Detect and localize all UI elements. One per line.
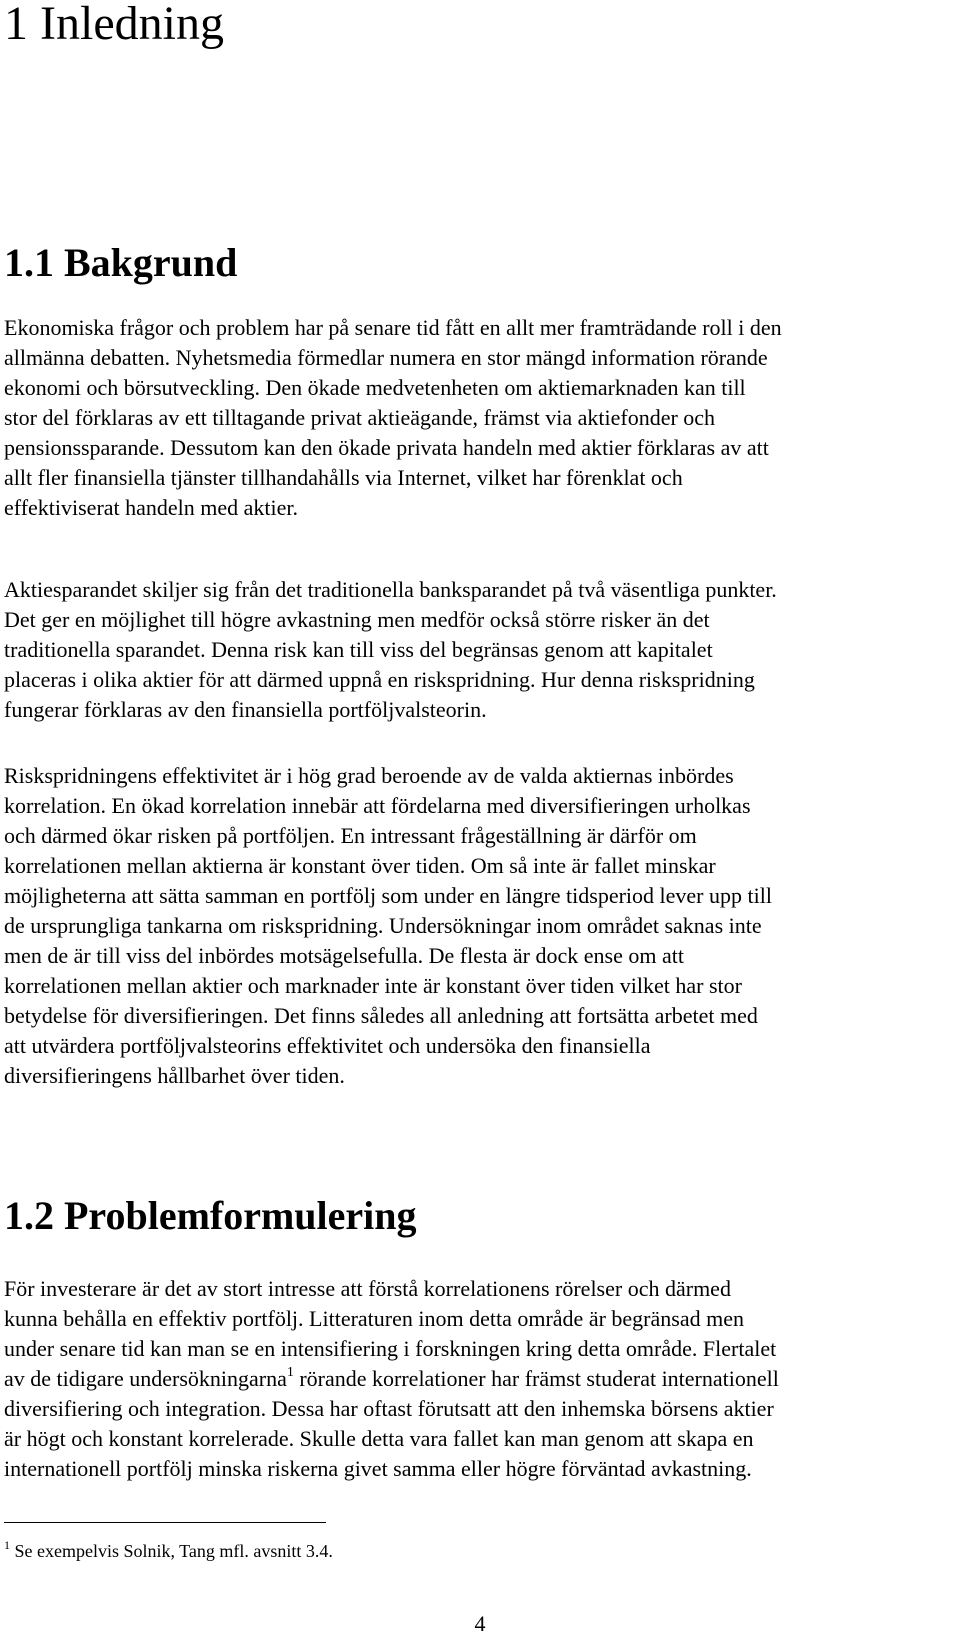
footnote-text: Se exempelvis Solnik, Tang mfl. avsnitt 3.4.	[10, 1541, 333, 1561]
text-line: pensionssparande. Dessutom kan den ökade privata handeln med aktier förklaras av att	[4, 435, 769, 460]
text-line: korrelationen mellan aktier och marknader inte är konstant över tiden vilket har stor	[4, 973, 742, 998]
footnote-divider	[4, 1522, 326, 1523]
text-line: traditionella sparandet. Denna risk kan till viss del begränsas genom att kapitalet	[4, 637, 713, 662]
text-line: ekonomi och börsutveckling. Den ökade medvetenheten om aktiemarknaden kan till	[4, 375, 746, 400]
text-line: korrelation. En ökad korrelation innebär att fördelarna med diversifieringen urholkas	[4, 793, 751, 818]
text-line: För investerare är det av stort intresse att förstå korrelationens rörelser och därmed	[4, 1276, 731, 1301]
text-segment: av de tidigare undersökningarna	[4, 1366, 287, 1391]
text-segment: rörande korrelationer har främst studerat internationell	[293, 1366, 779, 1391]
text-line: men de är till viss del inbördes motsägelsefulla. De flesta är dock ense om att	[4, 943, 684, 968]
text-line: att utvärdera portföljvalsteorins effektivitet och undersöka den finansiella	[4, 1033, 651, 1058]
text-line: Ekonomiska frågor och problem har på senare tid fått en allt mer framträdande roll i den	[4, 315, 782, 340]
text-line: placeras i olika aktier för att därmed uppnå en riskspridning. Hur denna riskspridning	[4, 667, 755, 692]
text-line: diversifiering och integration. Dessa har oftast förutsatt att den inhemska börsens aktier	[4, 1396, 774, 1421]
footnote-marker: 1	[4, 1538, 10, 1552]
text-line: stor del förklaras av ett tilltagande privat aktieägande, främst via aktiefonder och	[4, 405, 716, 430]
text-line: fungerar förklaras av den finansiella portföljvalsteorin.	[4, 697, 487, 722]
text-line: är högt och konstant korrelerade. Skulle detta vara fallet kan man genom att skapa en	[4, 1426, 754, 1451]
text-line: kunna behålla en effektiv portfölj. Litteraturen inom detta område är begränsad men	[4, 1306, 744, 1331]
text-line: Aktiesparandet skiljer sig från det traditionella banksparandet på två väsentliga punkter.	[4, 577, 777, 602]
text-line: diversifieringens hållbarhet över tiden.	[4, 1063, 345, 1088]
text-line: betydelse för diversifieringen. Det finns således all anledning att fortsätta arbetet med	[4, 1003, 758, 1028]
text-line: internationell portfölj minska riskerna givet samma eller högre förväntad avkastning.	[4, 1456, 752, 1481]
text-line: Det ger en möjlighet till högre avkastning men medför också större risker än det	[4, 607, 710, 632]
paragraph-bakgrund-3	[4, 761, 956, 1091]
text-line: effektiviserat handeln med aktier.	[4, 495, 299, 520]
text-line: möjligheterna att sätta samman en portfölj som under en längre tidsperiod lever upp till	[4, 883, 772, 908]
paragraph-bakgrund-2	[4, 575, 956, 725]
text-line: korrelationen mellan aktierna är konstant över tiden. Om så inte är fallet minskar	[4, 853, 716, 878]
page-number: 4	[474, 1611, 486, 1636]
text-line: och därmed ökar risken på portföljen. En intressant frågeställning är därför om	[4, 823, 697, 848]
text-line-with-footnote-ref	[4, 1364, 956, 1394]
section-heading-bakgrund: 1.1 Bakgrund	[4, 240, 238, 285]
section-heading-problemformulering: 1.2 Problemformulering	[4, 1193, 417, 1238]
footnote	[4, 1539, 333, 1563]
text-line: de ursprungliga tankarna om riskspridning. Undersökningar inom området saknas inte	[4, 913, 762, 938]
paragraph-problemformulering	[4, 1274, 956, 1484]
text-line: allmänna debatten. Nyhetsmedia förmedlar numera en stor mängd information rörande	[4, 345, 768, 370]
chapter-title: 1 Inledning	[4, 0, 224, 50]
text-line: allt fler finansiella tjänster tillhandahålls via Internet, vilket har förenklat och	[4, 465, 683, 490]
text-line: under senare tid kan man se en intensifiering i forskningen kring detta område. Flertalet	[4, 1336, 777, 1361]
paragraph-bakgrund-1	[4, 313, 956, 523]
text-line: Riskspridningens effektivitet är i hög grad beroende av de valda aktiernas inbördes	[4, 763, 734, 788]
footnote-reference[interactable]: 1	[286, 1364, 294, 1380]
